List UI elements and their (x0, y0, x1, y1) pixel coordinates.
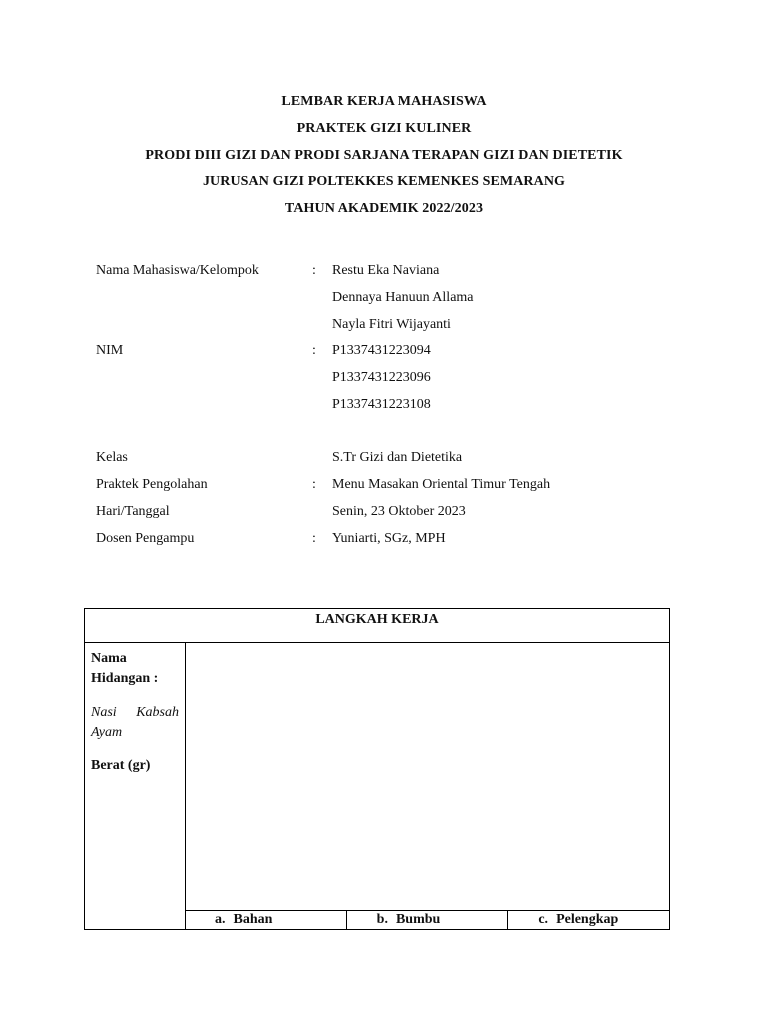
nama-label: Nama Mahasiswa/Kelompok (96, 263, 259, 278)
column-bumbu-num: b. (376, 912, 388, 927)
nama-value-2: Dennaya Hanuun Allama (332, 289, 474, 305)
header-line-3: PRODI DIII GIZI DAN PRODI SARJANA TERAPAN GIZI DAN DIETETIK (145, 147, 623, 163)
column-pelengkap (507, 911, 669, 929)
nim-label: NIM (96, 343, 124, 359)
nama-colon: : (312, 263, 316, 278)
column-headers (185, 910, 669, 929)
dish-word-2: Kabsah (136, 705, 179, 720)
column-bahan-label: Bahan (233, 912, 273, 927)
header-line-4: JURUSAN GIZI POLTEKKES KEMENKES SEMARANG (202, 174, 566, 190)
nama-value-1: Restu Eka Naviana (332, 263, 440, 278)
dosen-label: Dosen Pengampu (96, 530, 195, 546)
berat-label: Berat (gr) (91, 758, 151, 773)
dish-info-column (85, 643, 186, 929)
document-header (0, 92, 768, 226)
langkah-kerja-table (84, 608, 670, 930)
nim-value-1: P1337431223094 (332, 343, 431, 359)
dosen-value: Yuniarti, SGz, MPH (332, 530, 446, 546)
column-bahan (185, 911, 346, 929)
kelas-label: Kelas (96, 450, 128, 466)
dish-word-1: Nasi (91, 705, 117, 720)
column-bumbu-label: Bumbu (395, 912, 441, 927)
praktek-label: Praktek Pengolahan (96, 477, 208, 492)
dosen-colon: : (312, 530, 316, 546)
nama-hidangan-line-1: Nama (91, 651, 127, 666)
praktek-value: Menu Masakan Oriental Timur Tengah (332, 477, 551, 492)
header-line-5: TAHUN AKADEMIK 2022/2023 (284, 201, 484, 216)
nama-hidangan-line-2: Hidangan : (91, 671, 159, 686)
nama-hidangan-label (91, 649, 179, 689)
column-pelengkap-label: Pelengkap (556, 912, 619, 927)
kelas-value: S.Tr Gizi dan Dietetika (332, 450, 463, 466)
tanggal-label: Hari/Tanggal (96, 503, 170, 519)
tanggal-value: Senin, 23 Oktober 2023 (332, 503, 466, 519)
dish-name (91, 703, 179, 743)
column-bahan-num: a. (215, 912, 226, 927)
nim-colon: : (312, 343, 316, 359)
column-pelengkap-num: c. (538, 912, 549, 927)
dish-name-line-1 (91, 703, 179, 723)
praktek-colon: : (312, 477, 316, 492)
nim-value-2: P1337431223096 (332, 370, 431, 385)
table-title: LANGKAH KERJA (85, 609, 669, 643)
nim-value-3: P1337431223108 (332, 396, 431, 412)
header-line-2: PRAKTEK GIZI KULINER (296, 120, 472, 136)
nama-value-3: Nayla Fitri Wijayanti (332, 316, 451, 332)
dish-word-3: Ayam (91, 725, 123, 740)
column-bumbu (346, 911, 508, 929)
header-line-1: LEMBAR KERJA MAHASISWA (281, 94, 487, 109)
